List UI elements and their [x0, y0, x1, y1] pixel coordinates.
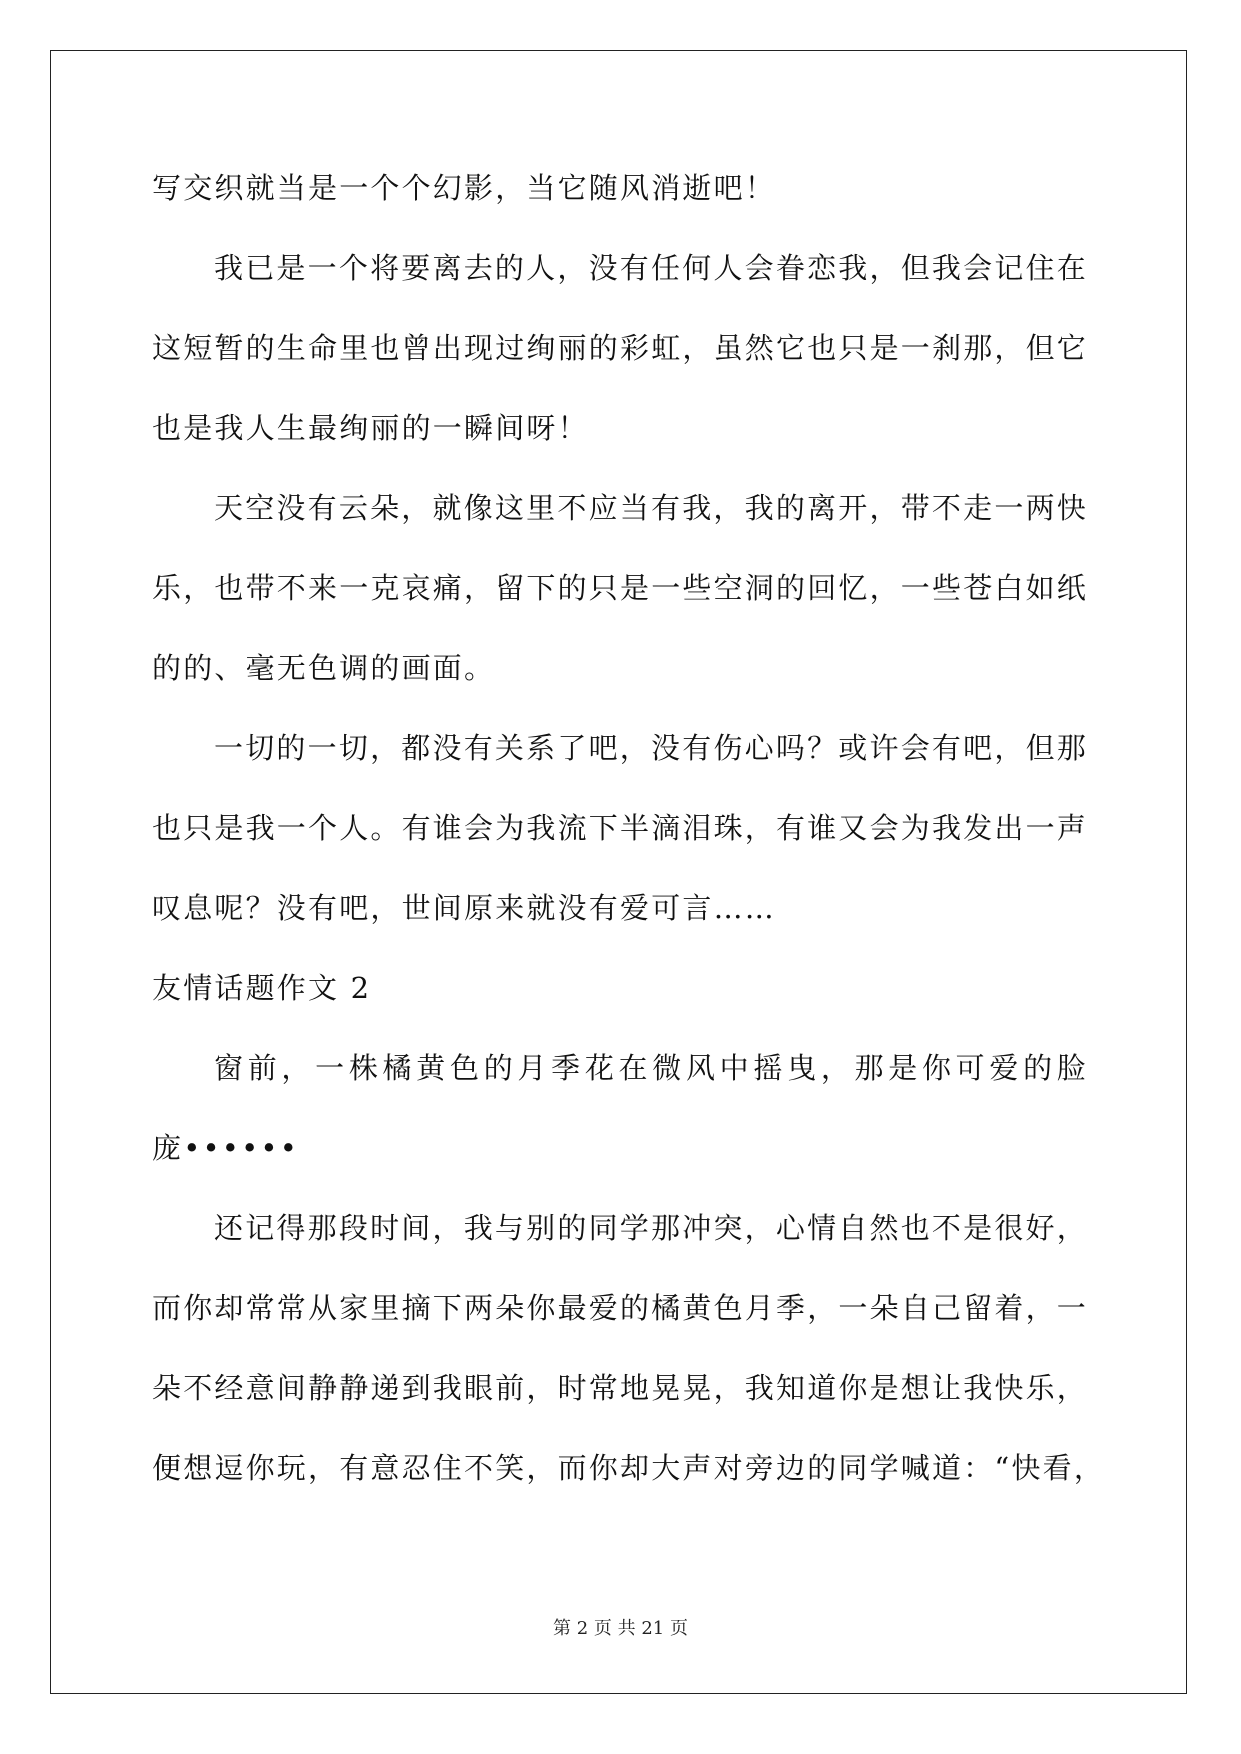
- text-line: 天空没有云朵，就像这里不应当有我，我的离开，带不走一两快: [214, 491, 1088, 525]
- section-heading: 友情话题作文 2: [152, 971, 372, 1005]
- text-line: 我已是一个将要离去的人，没有任何人会眷恋我，但我会记住在: [214, 251, 1088, 285]
- text-line: 还记得那段时间，我与别的同学那冲突，心情自然也不是很好，: [214, 1211, 1088, 1245]
- text-line: 便想逗你玩，有意忍住不笑，而你却大声对旁边的同学喊道：“快看，: [152, 1451, 1106, 1485]
- page-number-footer: 第 2 页 共 21 页: [553, 1618, 688, 1639]
- text-line: 的的、毫无色调的画面。: [152, 651, 496, 685]
- text-line: 乐，也带不来一克哀痛，留下的只是一些空洞的回忆，一些苍白如纸: [152, 571, 1089, 605]
- text-line: 也是我人生最绚丽的一瞬间呀！: [152, 411, 589, 445]
- text-line: 庞••••••: [152, 1131, 300, 1165]
- text-line: 一切的一切，都没有关系了吧，没有伤心吗？或许会有吧，但那: [214, 731, 1088, 765]
- text-line: 写交织就当是一个个幻影，当它随风消逝吧！: [152, 171, 777, 205]
- text-line: 这短暂的生命里也曾出现过绚丽的彩虹，虽然它也只是一刹那，但它: [152, 331, 1089, 365]
- text-line: 也只是我一个人。有谁会为我流下半滴泪珠，有谁又会为我发出一声: [152, 811, 1089, 845]
- text-line: 窗前，一株橘黄色的月季花在微风中摇曳，那是你可爱的脸: [214, 1051, 1088, 1085]
- text-line: 而你却常常从家里摘下两朵你最爱的橘黄色月季，一朵自己留着，一: [152, 1291, 1089, 1325]
- text-line: 叹息呢？没有吧，世间原来就没有爱可言……: [152, 891, 777, 925]
- text-line: 朵不经意间静静递到我眼前，时常地晃晃，我知道你是想让我快乐，: [152, 1371, 1089, 1405]
